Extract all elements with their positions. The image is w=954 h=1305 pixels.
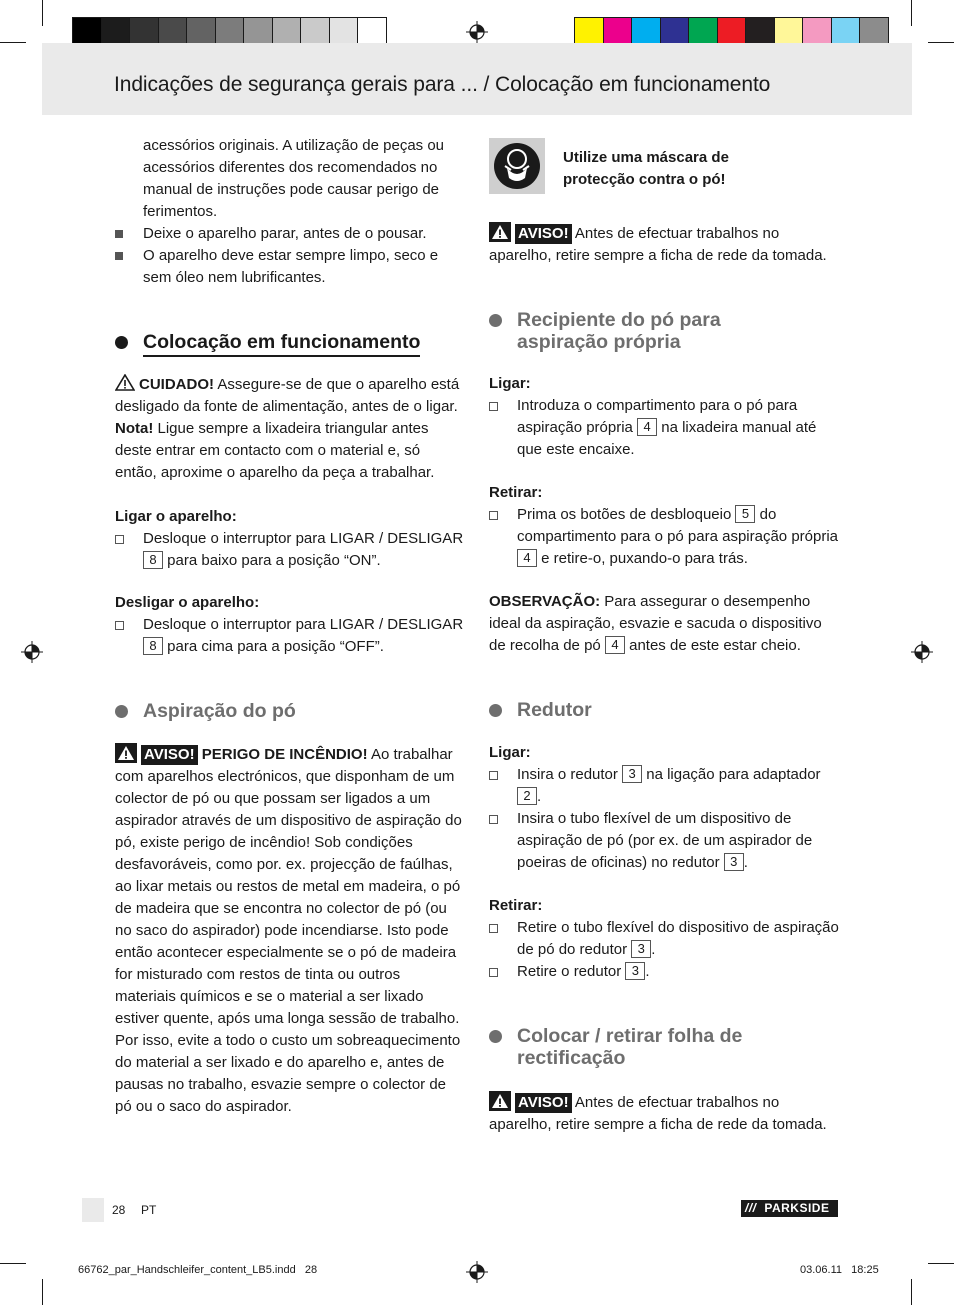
list-item: Retire o tubo flexível do dispositivo de aspiração de pó do redutor 3 . (489, 917, 841, 961)
aviso-paragraph: AVISO! Antes de efectuar trabalhos no aparelho, retire sempre a ficha de rede da tomada. (489, 222, 841, 267)
part-number: 3 (724, 853, 744, 871)
warning-triangle-icon (489, 1091, 511, 1111)
registration-mark-icon (466, 21, 488, 43)
brand-logo: /// PARKSIDE (741, 1200, 838, 1217)
heading-dot-icon (115, 705, 128, 718)
heading-dot-icon (489, 704, 502, 717)
logo-stripes-icon: /// (745, 1201, 757, 1215)
subheading: Desligar o aparelho: (115, 594, 260, 611)
bullet-box-icon (115, 535, 124, 544)
dust-mask-icon (489, 138, 545, 194)
bullet-box-icon (489, 815, 498, 824)
file-name: 66762_par_Handschleifer_content_LB5.indd 28 (78, 1264, 318, 1276)
note-paragraph: Nota! Ligue sempre a lixadeira triangular antes deste entrar em contacto com o material e, só então, aproxime o aparelho da peça a trabalhar. (115, 420, 435, 481)
crop-mark (0, 42, 26, 43)
crop-mark (911, 0, 912, 26)
part-number: 8 (143, 551, 163, 569)
crop-mark (928, 1263, 954, 1264)
section-heading: Recipiente do pó para aspiração própria (489, 309, 841, 353)
header-band (42, 43, 912, 115)
section-heading: Redutor (489, 699, 841, 721)
warning-triangle-icon (115, 743, 137, 763)
print-date-time: 03.06.11 18:25 (800, 1264, 879, 1276)
aviso-badge: AVISO! (515, 224, 572, 244)
part-number: 3 (622, 765, 642, 783)
bullet-box-icon (489, 968, 498, 977)
subheading: Retirar: (489, 484, 543, 501)
list-item: Desloque o interruptor para LIGAR / DESLIGAR 8 para cima para a posição “OFF”. (115, 614, 465, 658)
crop-mark (911, 1279, 912, 1305)
registration-mark-icon (21, 641, 43, 663)
list-item: Desloque o interruptor para LIGAR / DESLIGAR 8 para baixo para a posição “ON”. (115, 528, 465, 572)
part-number: 4 (517, 549, 537, 567)
list-item: O aparelho deve estar sempre limpo, seco e sem óleo nem lubrificantes. (115, 245, 465, 289)
registration-mark-icon (911, 641, 933, 663)
list-item: Retire o redutor 3 . (489, 961, 841, 983)
subheading: Ligar: (489, 375, 531, 392)
crop-mark (42, 1279, 43, 1305)
subheading: Ligar o aparelho: (115, 508, 237, 525)
intro-paragraph: acessórios originais. A utilização de peças ou acessórios diferentes dos recomendados no manual de instruções pode causar perigo de ferimentos. (143, 137, 445, 220)
bullet-box-icon (489, 402, 498, 411)
section-heading: Aspiração do pó (115, 700, 465, 722)
right-column (489, 135, 841, 1136)
mask-notice (489, 135, 841, 195)
aviso-badge: AVISO! (141, 745, 198, 765)
part-number: 5 (735, 505, 755, 523)
page-language: PT (141, 1203, 157, 1217)
bullet-box-icon (489, 771, 498, 780)
mask-text: Utilize uma máscara de protecção contra o pó! (563, 149, 729, 188)
page-number-box (82, 1198, 104, 1222)
bullet-square-icon (115, 252, 123, 260)
bullet-box-icon (115, 621, 124, 630)
section-heading: Colocar / retirar folha de rectificação (489, 1025, 841, 1069)
bullet-box-icon (489, 511, 498, 520)
crop-mark (928, 42, 954, 43)
part-number: 8 (143, 637, 163, 655)
list-item: Deixe o aparelho parar, antes de o pousar. (115, 223, 465, 245)
list-item: Insira o redutor 3 na ligação para adaptador 2 . (489, 764, 841, 808)
aviso-badge: AVISO! (515, 1093, 572, 1113)
section-heading: Colocação em funcionamento (115, 331, 465, 353)
observation-paragraph: OBSERVAÇÃO: Para assegurar o desempenho ideal da aspiração, esvazie e sacuda o dispositivo de recolha de pó 4 antes de este estar cheio. (489, 593, 822, 654)
part-number: 3 (631, 940, 651, 958)
heading-dot-icon (489, 314, 502, 327)
list-item: Prima os botões de desbloqueio 5 do compartimento para o pó para aspiração própria 4 e retire-o, puxando-o para trás. (489, 504, 841, 570)
registration-mark-icon (466, 1261, 488, 1283)
subheading: Ligar: (489, 744, 531, 761)
aviso-paragraph: AVISO! Antes de efectuar trabalhos no aparelho, retire sempre a ficha de rede da tomada. (489, 1091, 841, 1136)
part-number: 4 (637, 418, 657, 436)
list-item: Introduza o compartimento para o pó para aspiração própria 4 na lixadeira manual até que este encaixe. (489, 395, 841, 461)
subheading: Retirar: (489, 897, 543, 914)
fire-warning-paragraph: AVISO! PERIGO DE INCÊNDIO! Ao trabalhar com aparelhos electrónicos, que disponham de um colector de pó ou que possam ser ligados a um aspirador através de um dispositivo de aspiração do pó, existe perigo de incêndio! Sob condições desfavoráveis, como por. ex. projecção de faúlhas, ao lixar metais ou restos de metal em madeira, o pó de madeira que se encontra no colector de pó (ou no saco do aspirador) pode incendiarse. Isto pode então acontecer especialmente se o pó de madeira for misturado com restos de tinta ou outros materiais químicos e se o material a ser lixado estiver quente, após uma longa sessão de trabalho. Por isso, evite a todo o custo um sobreaquecimento do material a ser lixado e do aparelho e, antes de pausas no trabalho, esvazie sempre o colector de pó ou o saco do aspirador. (115, 743, 465, 1118)
heading-dot-icon (115, 336, 128, 349)
part-number: 4 (605, 636, 625, 654)
bullet-box-icon (489, 924, 498, 933)
part-number: 2 (517, 787, 537, 805)
page-title: Indicações de segurança gerais para ... / Colocação em funcionamento (114, 73, 771, 96)
heading-dot-icon (489, 1030, 502, 1043)
bullet-square-icon (115, 230, 123, 238)
crop-mark (42, 0, 43, 26)
part-number: 3 (625, 962, 645, 980)
left-column (115, 135, 465, 1118)
page-number: 28 (112, 1203, 126, 1217)
warning-triangle-icon (489, 222, 511, 242)
crop-mark (0, 1263, 26, 1264)
warning-triangle-icon (115, 374, 135, 391)
list-item: Insira o tubo flexível de um dispositivo de aspiração de pó (por ex. de um aspirador de poeiras de oficinas) no redutor 3 . (489, 808, 841, 874)
caution-paragraph: CUIDADO! Assegure-se de que o aparelho está desligado da fonte de alimentação, antes de o ligar. (115, 376, 460, 415)
